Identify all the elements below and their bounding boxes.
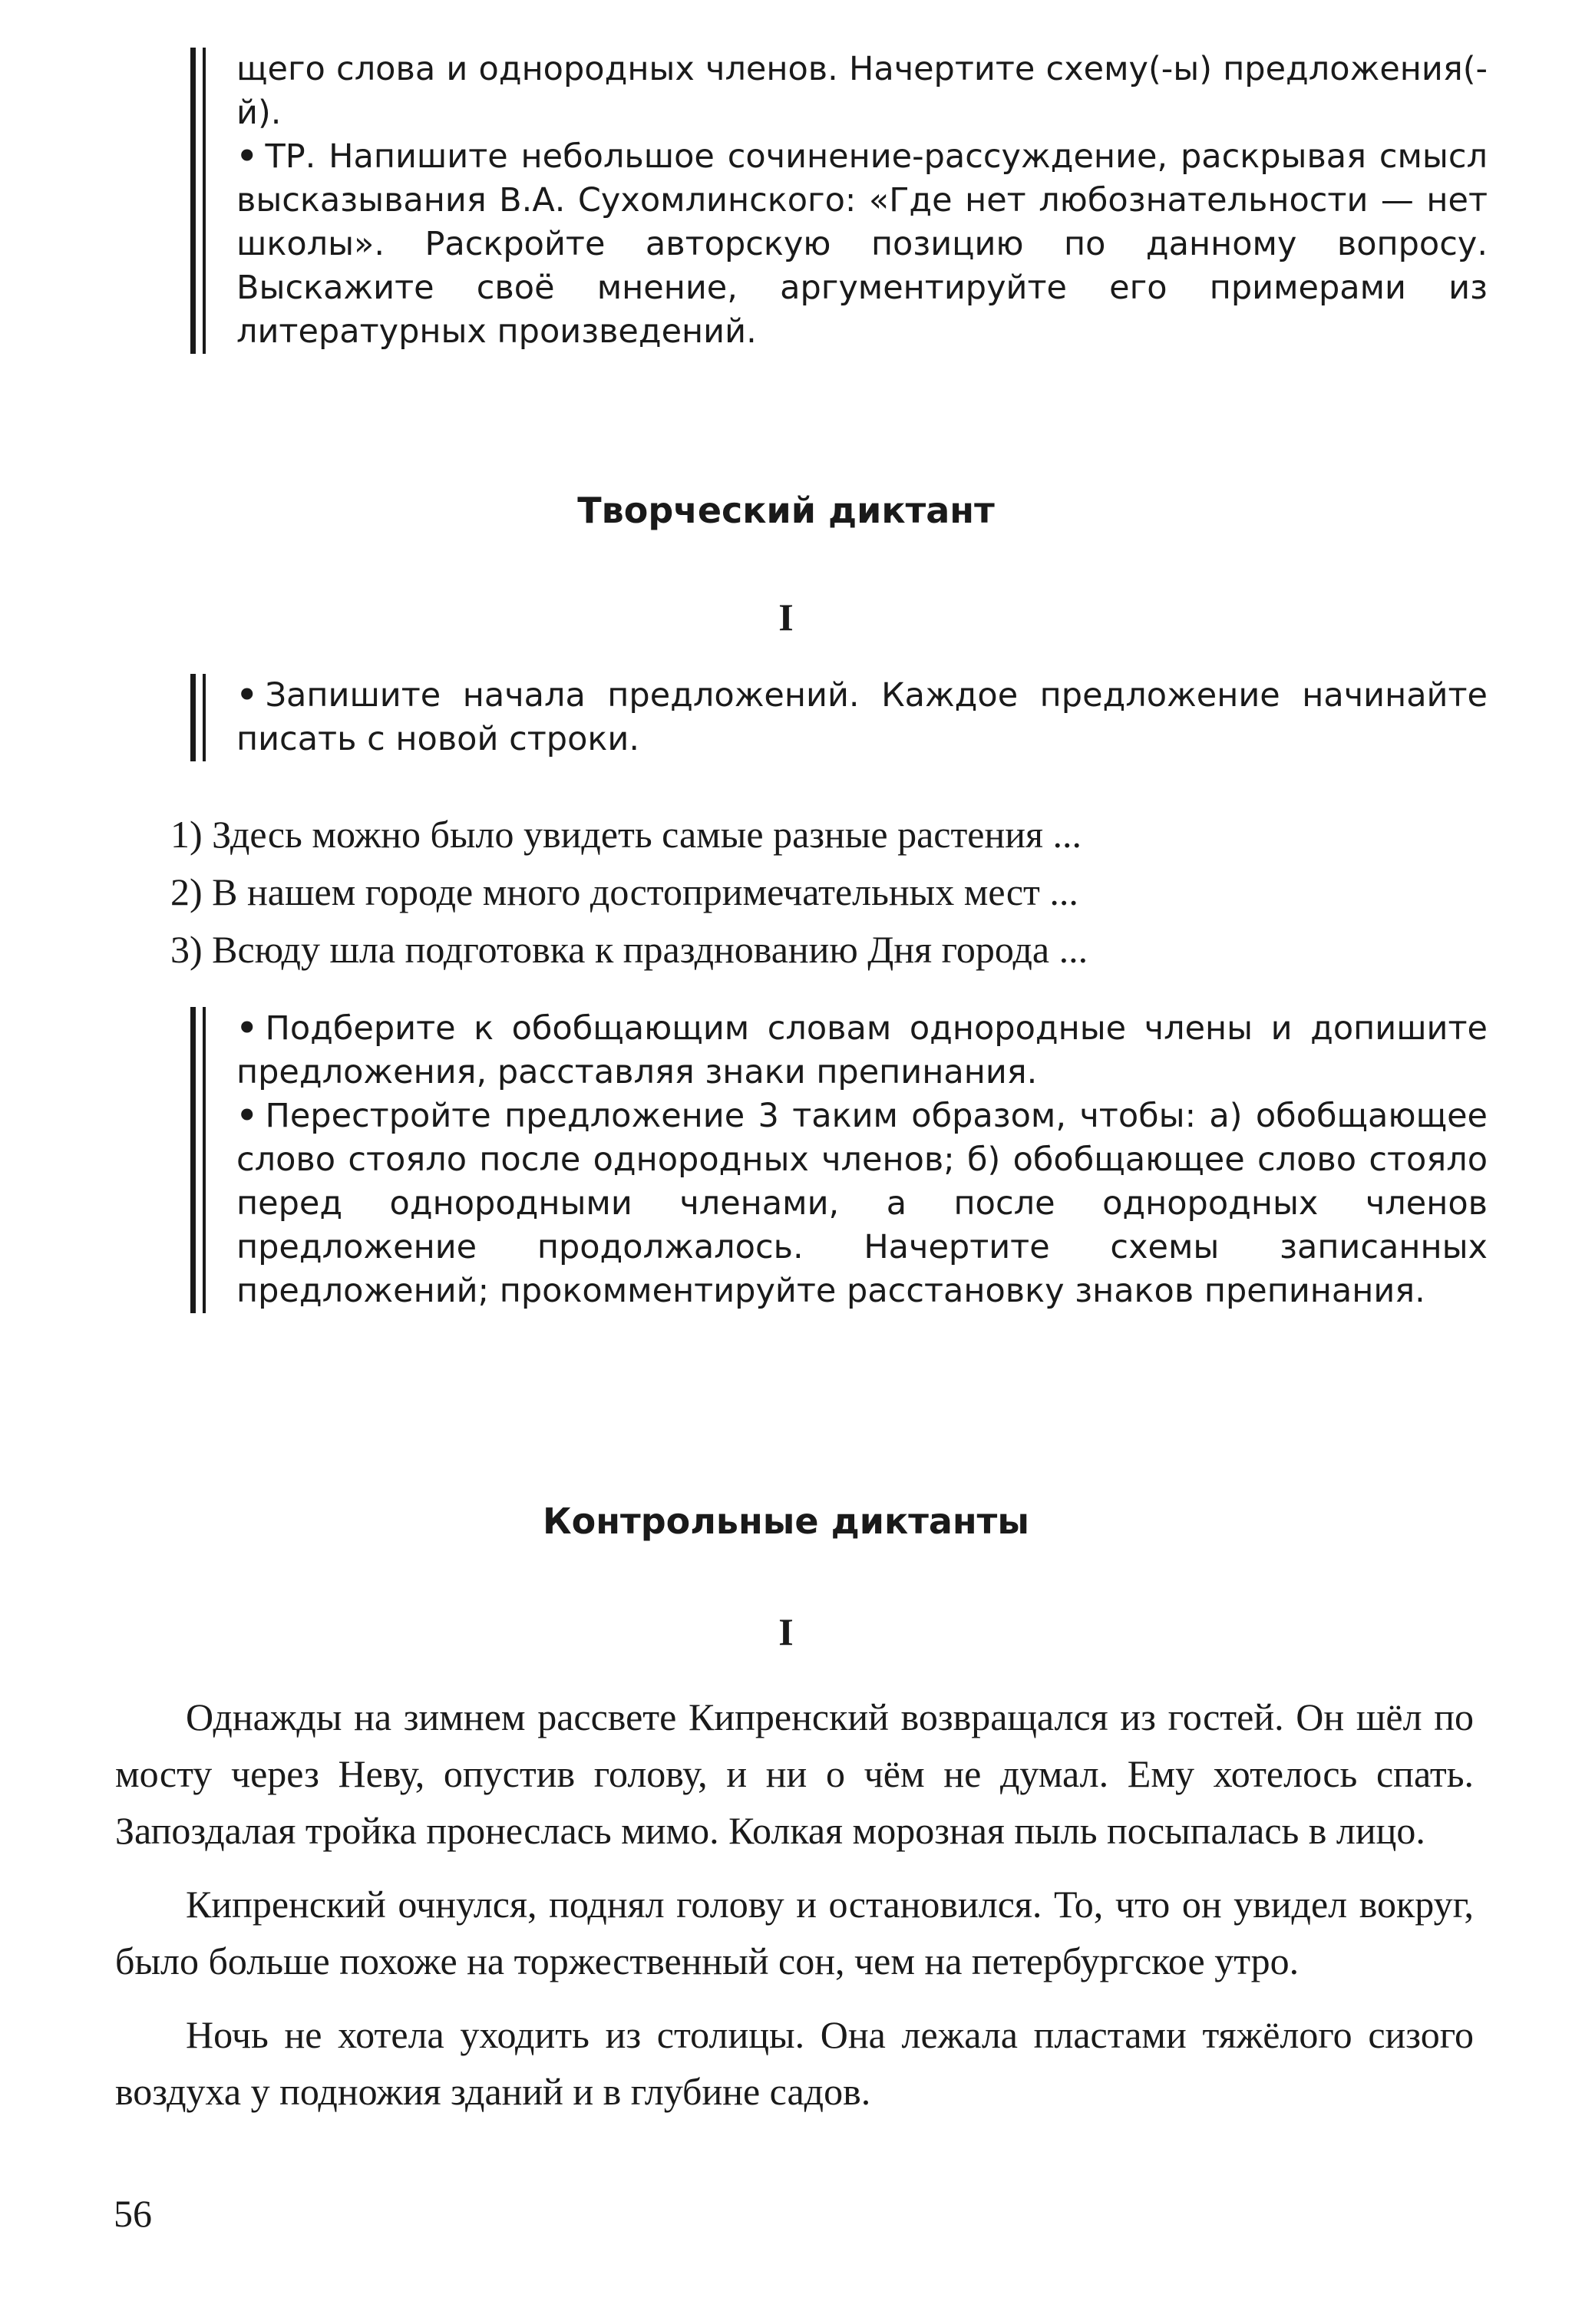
task-restructure: • Перестройте предложение 3 таким образом, чтобы: а) обобщающее слово стояло после однородных членов; б) обобщающее слово стояло перед однородными членами, а после однородных членов предложение продолжалось. Начертите схемы записанных предложений; прокомментируйте расстановку знаков препинания. <box>236 1097 1488 1310</box>
list-item: 3) Всюду шла подготовка к празднованию Дня города ... <box>170 928 1088 971</box>
bullet-icon: • <box>236 137 258 176</box>
margin-bar <box>203 48 206 354</box>
dictation-paragraph: Ночь не хотела уходить из столицы. Она лежала пластами тяжёлого сизого воздуха у подножия зданий и в глубине садов. <box>115 2013 1474 2113</box>
section-heading-control: Контрольные диктанты <box>543 1500 1029 1542</box>
bullet-icon: • <box>236 676 258 715</box>
section-number: I <box>778 1610 794 1653</box>
list-item: 1) Здесь можно было увидеть самые разные растения ... <box>170 813 1082 856</box>
task-select-members: • Подберите к обобщающим словам однородные члены и допишите предложения, расставляя знаки препинания. <box>236 1009 1488 1091</box>
bullet-icon: • <box>236 1097 258 1135</box>
margin-bar <box>190 1007 196 1313</box>
section-number: I <box>778 596 794 639</box>
sentence-list <box>170 806 1475 979</box>
section-heading-creative: Творческий диктант <box>577 490 995 531</box>
dictation-paragraph: Однажды на зимнем рассвете Кипренский возвращался из гостей. Он шёл по мосту через Неву, опустив голову, и ни о чём не думал. Ему хотелось спать. Запоздалая тройка пронеслась мимо. Колкая морозная пыль посыпалась в лицо. <box>115 1695 1474 1852</box>
task-tr <box>236 135 1488 354</box>
margin-bar <box>190 48 196 354</box>
page-number: 56 <box>114 2192 152 2235</box>
task-tr-text: ТР. Напишите небольшое сочинение-рассуждение, раскрывая смысл высказывания В.А. Сухомлинского: «Где нет любознательности — нет школы». Раскройте авторскую позицию по данному вопросу. Выскажите своё мнение, аргументируйте его примерами из литературных произведений. <box>236 137 1488 351</box>
task-write-beginnings: • Запишите начала предложений. Каждое предложение начинайте писать с новой строки. <box>236 676 1488 758</box>
task-block-homogeneous <box>190 1007 1488 1313</box>
margin-bar <box>190 674 196 761</box>
dictation-text <box>115 1689 1474 2137</box>
bullet-icon: • <box>236 1009 258 1048</box>
task-block-creative <box>190 674 1488 761</box>
task-block-top <box>190 48 1488 354</box>
dictation-paragraph: Кипренский очнулся, поднял голову и остановился. То, что он увидел вокруг, было больше похоже на торжественный сон, чем на петербургское утро. <box>115 1883 1474 1982</box>
margin-bar <box>203 674 206 761</box>
list-item: 2) В нашем городе много достопримечательных мест ... <box>170 870 1078 913</box>
task-continuation: щего слова и однородных членов. Начертите схему(-ы) предложения(-й). <box>236 50 1488 132</box>
margin-bar <box>203 1007 206 1313</box>
